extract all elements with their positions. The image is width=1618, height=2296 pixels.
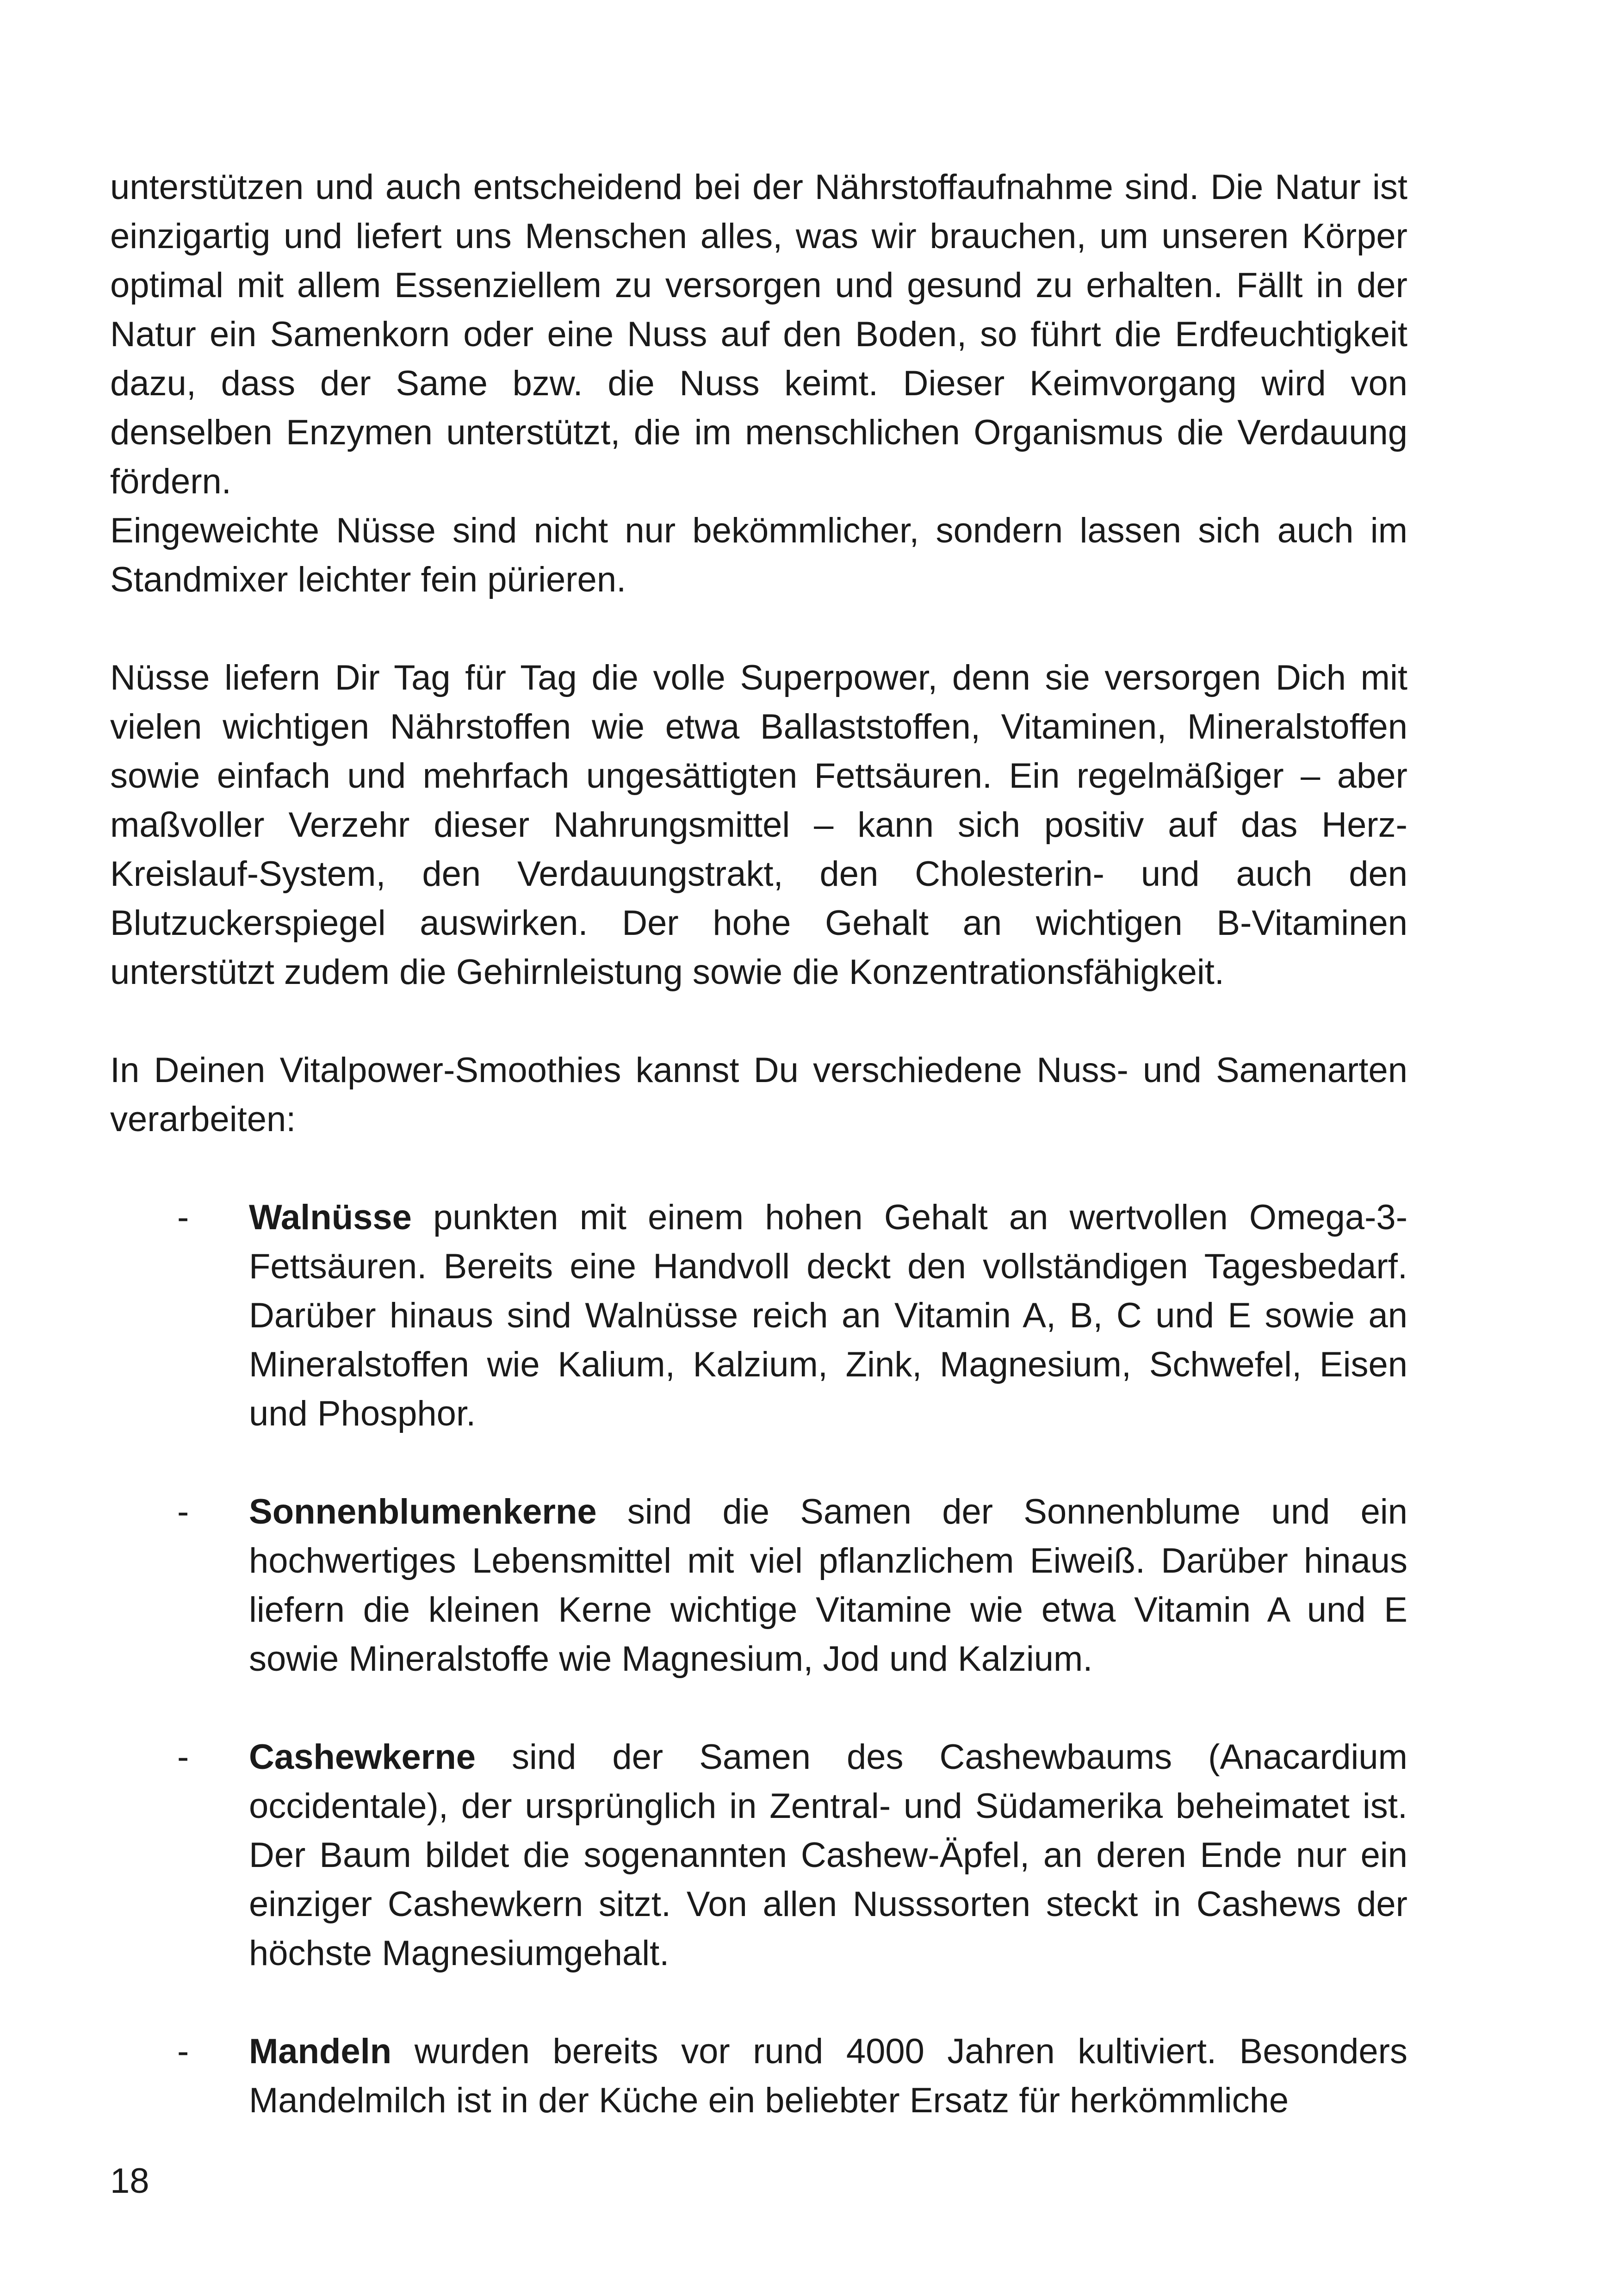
body-text <box>110 163 1407 2125</box>
page-number: 18 <box>110 2161 149 2201</box>
paragraph-list-intro: In Deinen Vitalpower-Smoothies kannst Du verschiedene Nuss- und Samenarten verarbeiten: <box>110 1051 1407 1139</box>
list-item-cashews <box>110 1733 1407 1978</box>
nut-list <box>110 1193 1407 2125</box>
list-item-almonds <box>110 2027 1407 2125</box>
description-sunflower-seeds: sind die Samen der Sonnenblume und ein hochwertiges Lebensmittel mit viel pflanzlichem Eiweiß. Darüber hinaus liefern die kleinen Kerne wichtige Vitamine wie etwa Vitamin A und E sowie Mineralstoffe wie Magnesium, Jod und Kalzium. <box>249 1492 1407 1679</box>
description-almonds: wurden bereits vor rund 4000 Jahren kultiviert. Besonders Mandelmilch ist in der Küche ein beliebter Ersatz für herkömmliche <box>249 2032 1407 2120</box>
bullet-dash: - <box>177 1492 189 1531</box>
term-walnuts: Walnüsse <box>249 1198 412 1237</box>
bullet-dash: - <box>177 2032 189 2071</box>
term-cashews: Cashewkerne <box>249 1737 476 1777</box>
term-almonds: Mandeln <box>249 2032 392 2071</box>
bullet-dash: - <box>177 1737 189 1777</box>
description-walnuts: punkten mit einem hohen Gehalt an wertvollen Omega-3-Fettsäuren. Bereits eine Handvoll deckt den vollständigen Tagesbedarf. Darüber hinaus sind Walnüsse reich an Vitamin A, B, C und E sowie an Mineralstoffen wie Kalium, Kalzium, Zink, Magnesium, Schwefel, Eisen und Phosphor. <box>249 1198 1407 1433</box>
list-item-walnuts <box>110 1193 1407 1438</box>
description-cashews: sind der Samen des Cashewbaums (Anacardium occidentale), der ursprünglich in Zentral- und Südamerika beheimatet ist. Der Baum bildet die sogenannten Cashew-Äpfel, an deren Ende nur ein einziger Cashewkern sitzt. Von allen Nusssorten steckt in Cashews der höchste Magnesiumgehalt. <box>249 1737 1407 1973</box>
paragraph-superpower: Nüsse liefern Dir Tag für Tag die volle Superpower, denn sie versorgen Dich mit vielen wichtigen Nährstoffen wie etwa Ballaststoffen, Vitaminen, Mineralstoffen sowie einfach und mehrfach ungesättigten Fettsäuren. Ein regelmäßiger – aber maßvoller Verzehr dieser Nahrungsmittel – kann sich positiv auf das Herz-Kreislauf-System, den Verdauungstrakt, den Cholesterin- und auch den Blutzuckerspiegel auswirken. Der hohe Gehalt an wichtigen B-Vitaminen unterstützt zudem die Gehirnleistung sowie die Konzentrationsfähigkeit. <box>110 658 1407 992</box>
paragraph-enzymes: unterstützen und auch entscheidend bei der Nährstoffaufnahme sind. Die Natur ist einzigartig und liefert uns Menschen alles, was wir brauchen, um unseren Körper optimal mit allem Essenziellem zu versorgen und gesund zu erhalten. Fällt in der Natur ein Samenkorn oder eine Nuss auf den Boden, so führt die Erdfeuchtigkeit dazu, dass der Same bzw. die Nuss keimt. Dieser Keimvorgang wird von denselben Enzymen unterstützt, die im menschlichen Organismus die Verdauung fördern. <box>110 168 1407 501</box>
paragraph-soaked-nuts: Eingeweichte Nüsse sind nicht nur bekömmlicher, sondern lassen sich auch im Standmixer leichter fein pürieren. <box>110 511 1407 599</box>
list-item-sunflower-seeds <box>110 1487 1407 1684</box>
bullet-dash: - <box>177 1198 189 1237</box>
term-sunflower-seeds: Sonnenblumenkerne <box>249 1492 597 1531</box>
